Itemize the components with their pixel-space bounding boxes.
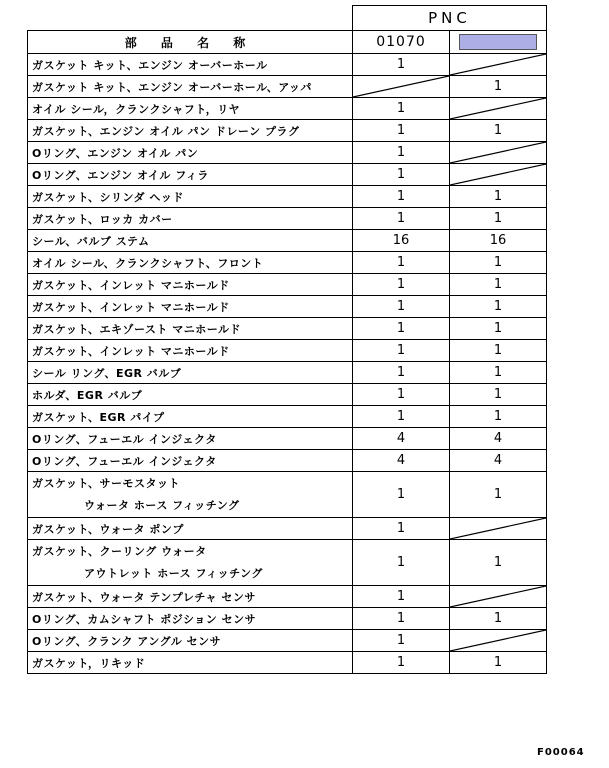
pnc-code-column-2: [450, 31, 547, 54]
part-name: Oリング、フューエル インジェクタ: [32, 432, 217, 446]
table-row: [28, 630, 547, 652]
part-name: ホルダ、EGR バルブ: [32, 388, 143, 402]
table-row: [28, 208, 547, 230]
quantity-cell-2: 1: [450, 384, 547, 406]
part-name: Oリング、クランク アングル センサ: [32, 634, 222, 648]
diagonal-slash: [450, 164, 546, 185]
part-name: ガスケット、サーモスタット: [32, 476, 180, 490]
part-name-cell: [28, 186, 353, 208]
not-applicable-cell: [450, 54, 547, 76]
quantity-cell-1: 16: [353, 230, 450, 252]
table-row: [28, 54, 547, 76]
quantity-cell-2: 1: [450, 318, 547, 340]
table-row: [28, 186, 547, 208]
table-row: [28, 340, 547, 362]
quantity-cell-1: 1: [353, 608, 450, 630]
table-row: [28, 142, 547, 164]
part-name-line-2: ウォータ ホース フィッチング: [84, 498, 240, 512]
quantity-cell-2: 1: [450, 296, 547, 318]
diagonal-slash: [450, 98, 546, 119]
quantity-cell-1: 1: [353, 406, 450, 428]
part-name: ガスケット、クーリング ウォータ: [32, 544, 207, 558]
quantity-cell-2: 4: [450, 450, 547, 472]
table-row: [28, 472, 547, 518]
diagonal-slash: [353, 76, 449, 97]
table-row: [28, 362, 547, 384]
table-row: [28, 230, 547, 252]
quantity-cell-1: 1: [353, 384, 450, 406]
quantity-cell-1: 1: [353, 362, 450, 384]
part-name-cell: [28, 98, 353, 120]
table-row: [28, 164, 547, 186]
quantity-cell-2: 1: [450, 252, 547, 274]
part-name: ガスケット、インレット マニホールド: [32, 300, 230, 314]
figure-code: F00064: [537, 747, 585, 758]
quantity-cell-2: 1: [450, 208, 547, 230]
quantity-cell-1: 1: [353, 252, 450, 274]
part-name: ガスケット、インレット マニホールド: [32, 278, 230, 292]
parts-table: [27, 5, 547, 674]
part-name-cell: [28, 230, 353, 252]
part-name-cell: [28, 428, 353, 450]
part-name-cell: [28, 164, 353, 186]
pnc-code-column-1: 01070: [353, 31, 450, 54]
quantity-cell-2: 1: [450, 76, 547, 98]
table-row: [28, 98, 547, 120]
part-name: オイル シール，クランクシャフト，リヤ: [32, 102, 241, 116]
part-name-header: 部 品 名 称: [28, 31, 353, 54]
quantity-cell-1: 1: [353, 98, 450, 120]
table-row: [28, 586, 547, 608]
table-row: [28, 450, 547, 472]
table-row: [28, 518, 547, 540]
header-blank-cell: [28, 6, 353, 31]
quantity-cell-1: 1: [353, 186, 450, 208]
part-name-cell: [28, 274, 353, 296]
part-name-cell: [28, 318, 353, 340]
part-name: ガスケット、EGR パイプ: [32, 410, 165, 424]
table-row: [28, 76, 547, 98]
quantity-cell-2: 1: [450, 120, 547, 142]
diagonal-slash: [450, 586, 546, 607]
part-name-cell: [28, 652, 353, 674]
part-name: ガスケット、インレット マニホールド: [32, 344, 230, 358]
table-row: [28, 318, 547, 340]
header-row-columns: [28, 31, 547, 54]
part-name-cell: [28, 518, 353, 540]
quantity-cell-1: 1: [353, 120, 450, 142]
table-row: [28, 252, 547, 274]
part-name-cell: [28, 142, 353, 164]
part-name-cell: [28, 120, 353, 142]
quantity-cell-2: 1: [450, 652, 547, 674]
part-name-line-2: アウトレット ホース フィッチング: [84, 566, 263, 580]
part-name: シール、バルブ ステム: [32, 234, 150, 248]
part-name: ガスケット，リキッド: [32, 656, 146, 670]
quantity-cell-2: 1: [450, 406, 547, 428]
part-name: ガスケット、シリンダ ヘッド: [32, 190, 184, 204]
table-row: [28, 120, 547, 142]
part-name: ガスケット キット、エンジン オーバーホール、アッパ: [32, 80, 312, 94]
not-applicable-cell: [450, 164, 547, 186]
table-row: [28, 296, 547, 318]
part-name-cell: [28, 362, 353, 384]
part-name-cell: [28, 406, 353, 428]
diagonal-slash: [450, 630, 546, 651]
quantity-cell-2: 4: [450, 428, 547, 450]
part-name: Oリング、エンジン オイル フィラ: [32, 168, 209, 182]
table-row: [28, 540, 547, 586]
table-row: [28, 428, 547, 450]
table-row: [28, 274, 547, 296]
part-name-cell: [28, 76, 353, 98]
part-name: シール リング、EGR バルブ: [32, 366, 182, 380]
diagonal-slash: [450, 518, 546, 539]
quantity-cell-2: 1: [450, 186, 547, 208]
quantity-cell-2: 1: [450, 362, 547, 384]
table-row: [28, 406, 547, 428]
quantity-cell-1: 1: [353, 164, 450, 186]
quantity-cell-1: 1: [353, 630, 450, 652]
quantity-cell-1: 1: [353, 472, 450, 518]
quantity-cell-1: 4: [353, 428, 450, 450]
not-applicable-cell: [450, 98, 547, 120]
part-name-cell: [28, 540, 353, 586]
quantity-cell-1: 1: [353, 142, 450, 164]
not-applicable-cell: [450, 518, 547, 540]
part-name: ガスケット、ウォータ ポンプ: [32, 522, 184, 536]
table-row: [28, 384, 547, 406]
quantity-cell-2: 1: [450, 608, 547, 630]
quantity-cell-2: 1: [450, 274, 547, 296]
quantity-cell-1: 1: [353, 54, 450, 76]
part-name-cell: [28, 296, 353, 318]
quantity-cell-2: 1: [450, 472, 547, 518]
quantity-cell-2: 1: [450, 340, 547, 362]
quantity-cell-1: 1: [353, 274, 450, 296]
part-name: Oリング、フューエル インジェクタ: [32, 454, 217, 468]
part-name: Oリング、エンジン オイル パン: [32, 146, 199, 160]
pnc-label: PNC: [353, 6, 547, 31]
not-applicable-cell: [353, 76, 450, 98]
part-name: ガスケット キット、エンジン オーバーホール: [32, 58, 268, 72]
part-name: ガスケット、ロッカ カバー: [32, 212, 173, 226]
part-name-cell: [28, 340, 353, 362]
not-applicable-cell: [450, 142, 547, 164]
not-applicable-cell: [450, 630, 547, 652]
not-applicable-cell: [450, 586, 547, 608]
header-row-pnc: [28, 6, 547, 31]
quantity-cell-2: 1: [450, 540, 547, 586]
quantity-cell-1: 1: [353, 208, 450, 230]
part-name-cell: [28, 384, 353, 406]
quantity-cell-1: 1: [353, 340, 450, 362]
part-name-cell: [28, 252, 353, 274]
quantity-cell-1: 1: [353, 518, 450, 540]
quantity-cell-1: 1: [353, 652, 450, 674]
part-name-cell: [28, 472, 353, 518]
quantity-cell-2: 16: [450, 230, 547, 252]
diagonal-slash: [450, 54, 546, 75]
part-name: ガスケット、エンジン オイル パン ドレーン プラグ: [32, 124, 300, 138]
table-row: [28, 652, 547, 674]
part-name-cell: [28, 54, 353, 76]
part-name-cell: [28, 630, 353, 652]
color-swatch: [459, 34, 537, 50]
quantity-cell-1: 1: [353, 540, 450, 586]
quantity-cell-1: 1: [353, 318, 450, 340]
table-row: [28, 608, 547, 630]
part-name-cell: [28, 450, 353, 472]
quantity-cell-1: 4: [353, 450, 450, 472]
quantity-cell-1: 1: [353, 296, 450, 318]
part-name: ガスケット、ウォータ テンプレチャ センサ: [32, 590, 256, 604]
diagonal-slash: [450, 142, 546, 163]
quantity-cell-1: 1: [353, 586, 450, 608]
part-name: オイル シール、クランクシャフト、フロント: [32, 256, 264, 270]
part-name: Oリング、カムシャフト ポジション センサ: [32, 612, 257, 626]
parts-table-body: [28, 6, 547, 674]
part-name-cell: [28, 208, 353, 230]
part-name: ガスケット、エキゾースト マニホールド: [32, 322, 242, 336]
part-name-cell: [28, 608, 353, 630]
part-name-cell: [28, 586, 353, 608]
